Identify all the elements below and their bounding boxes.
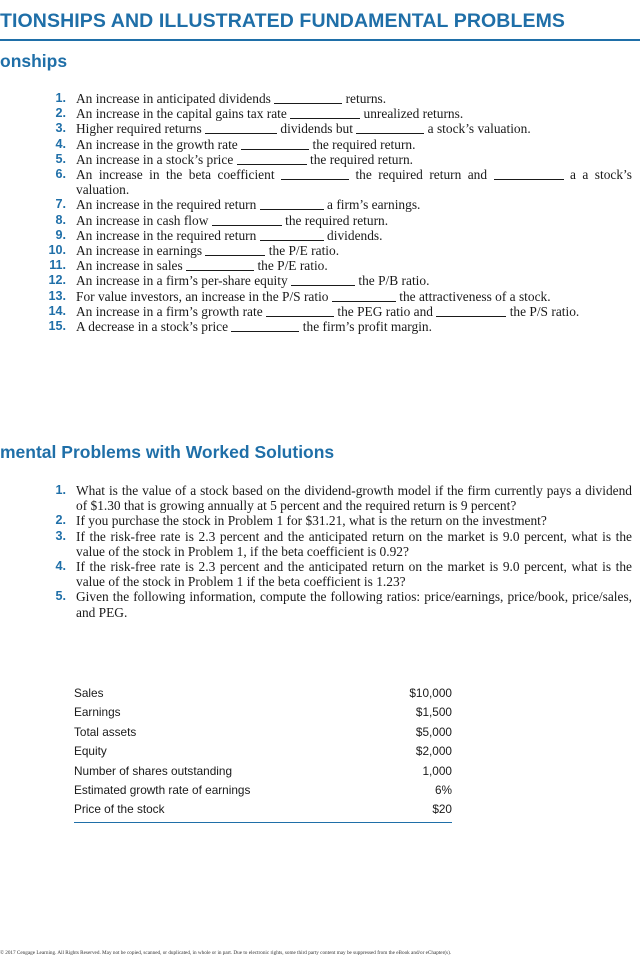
item-number: 10. <box>48 243 66 258</box>
relationship-item <box>40 152 632 167</box>
item-text: the attractiveness of a stock. <box>399 288 551 304</box>
row-label: Estimated growth rate of earnings <box>74 782 251 797</box>
table-row <box>74 703 452 722</box>
item-text: returns. <box>345 91 387 106</box>
row-label: Total assets <box>74 724 137 739</box>
answer-blank[interactable] <box>281 167 349 180</box>
row-value: $5,000 <box>415 724 452 739</box>
item-text: the P/E ratio. <box>268 243 340 259</box>
item-text: For value investors, an increase in the P/S ratio <box>76 288 329 304</box>
relationship-item <box>40 137 632 152</box>
item-text: the required return and <box>355 167 488 183</box>
relationship-item: 6. An increase in the beta coefficient the required return and a a stock’s valuation. <box>40 167 632 197</box>
item-text: An increase in the capital gains tax rate <box>76 106 287 122</box>
answer-blank[interactable] <box>356 121 424 134</box>
item-number: 5. <box>55 151 66 166</box>
item-number: 9. <box>55 227 66 242</box>
row-value: $1,500 <box>415 705 452 720</box>
table-row <box>74 742 452 761</box>
problem-item <box>40 483 632 513</box>
relationship-item <box>40 273 632 288</box>
item-text: the P/B ratio. <box>358 273 430 289</box>
item-number: 8. <box>55 212 66 227</box>
relationships-list <box>40 91 632 334</box>
row-label: Number of shares outstanding <box>74 763 233 778</box>
item-text: An increase in the growth rate <box>76 136 238 152</box>
relationship-item <box>40 319 632 334</box>
item-number: 15. <box>48 319 66 334</box>
relationship-item <box>40 106 632 121</box>
item-number: 12. <box>48 273 66 288</box>
item-text: the required return. <box>312 136 416 152</box>
item-text: An increase in a stock’s price <box>76 151 234 167</box>
relationship-item <box>40 91 632 106</box>
item-text: a stock’s valuation. <box>76 167 632 198</box>
table-row <box>74 684 452 703</box>
answer-blank[interactable] <box>212 213 282 226</box>
answer-blank[interactable] <box>231 319 299 332</box>
item-text: the PEG ratio and <box>337 303 433 319</box>
item-number: 7. <box>55 197 66 212</box>
item-text: the P/S ratio. <box>509 303 580 319</box>
row-value: 1,000 <box>422 763 452 778</box>
item-text: An increase in earnings <box>76 243 203 259</box>
row-value: $2,000 <box>415 744 452 759</box>
financial-data-table <box>74 684 452 823</box>
item-text: a stock’s valuation. <box>427 121 531 137</box>
item-text: the firm’s profit margin. <box>302 319 432 335</box>
table-bottom-rule <box>74 822 452 823</box>
problem-text: If the risk-free rate is 2.3 percent and the anticipated return on the market is 9.0 percent, what is the value of the stock in Problem 1, if the beta coefficient is 0.92? <box>76 528 632 559</box>
item-text: An increase in the beta coefficient <box>76 167 275 183</box>
item-text: An increase in cash flow <box>76 212 209 228</box>
item-text: unrealized returns. <box>363 106 464 122</box>
problem-item <box>40 589 632 619</box>
item-text: An increase in anticipated dividends <box>76 91 271 106</box>
relationship-item <box>40 197 632 212</box>
row-label: Sales <box>74 686 104 700</box>
item-text: dividends. <box>327 227 383 243</box>
relationship-item <box>40 258 632 273</box>
relationship-item <box>40 304 632 319</box>
page-header-title: TIONSHIPS AND ILLUSTRATED FUNDAMENTAL PROBLEMS <box>0 10 566 32</box>
problem-text: Given the following information, compute the following ratios: price/earnings, price/book, price/sales, and PEG. <box>76 589 632 620</box>
copyright-footer: © 2017 Cengage Learning. All Rights Reserved. May not be copied, scanned, or duplicated, in whole or in part. Due to electronic rights, some third party content may be suppressed from the eBook and/or eChapter(s). <box>0 950 452 956</box>
table-row <box>74 762 452 781</box>
item-number: 1. <box>55 91 66 105</box>
item-number: 3. <box>55 121 66 136</box>
table-row <box>74 723 452 742</box>
answer-blank[interactable] <box>266 304 334 317</box>
problem-item <box>40 559 632 589</box>
relationship-item <box>40 289 632 304</box>
answer-blank[interactable] <box>237 152 307 165</box>
item-number: 6. <box>55 167 66 182</box>
row-value: $10,000 <box>409 686 452 700</box>
answer-blank[interactable] <box>494 167 564 180</box>
problem-item <box>40 529 632 559</box>
item-number: 13. <box>48 288 66 303</box>
answer-blank[interactable] <box>241 137 309 150</box>
item-number: 2. <box>55 106 66 121</box>
header-rule <box>0 39 640 41</box>
item-text: An increase in the required return <box>76 197 257 213</box>
problem-text: If you purchase the stock in Problem 1 for $31.21, what is the return on the investment? <box>76 513 547 529</box>
problem-number: 2. <box>55 513 66 528</box>
item-text: the required return. <box>285 212 389 228</box>
section-title-fundamental-problems: mental Problems with Worked Solutions <box>0 442 335 462</box>
answer-blank[interactable] <box>274 91 342 104</box>
problem-number: 3. <box>55 528 66 543</box>
item-text: a firm’s earnings. <box>327 197 421 213</box>
answer-blank[interactable] <box>291 273 355 286</box>
item-text: An increase in a firm’s per-share equity <box>76 273 288 289</box>
problem-number: 4. <box>55 559 66 574</box>
item-number: 11. <box>49 258 66 273</box>
table-row <box>74 800 452 819</box>
item-text: A decrease in a stock’s price <box>76 319 229 335</box>
answer-blank[interactable] <box>260 228 324 241</box>
answer-blank[interactable] <box>186 258 254 271</box>
relationship-item <box>40 121 632 136</box>
item-text: the required return. <box>310 151 413 167</box>
item-text: the P/E ratio. <box>257 258 328 274</box>
answer-blank[interactable] <box>332 289 396 302</box>
row-value: $20 <box>432 802 452 817</box>
problem-number: 1. <box>55 483 66 497</box>
relationship-item <box>40 213 632 228</box>
problem-text: If the risk-free rate is 2.3 percent and the anticipated return on the market is 9.0 percent, what is the value of the stock in Problem 1 if the beta coefficient is 1.23? <box>76 559 632 590</box>
item-text: Higher required returns <box>76 121 202 137</box>
row-label: Price of the stock <box>74 802 165 817</box>
problem-item <box>40 513 632 528</box>
item-number: 14. <box>48 303 66 318</box>
section-title-relationships: onships <box>0 51 68 71</box>
problem-text: What is the value of a stock based on the dividend-growth model if the firm currently pays a dividend of $1.30 that is growing annually at 5 percent and the required return is 9 percent? <box>76 483 632 514</box>
answer-blank[interactable] <box>205 243 265 256</box>
problems-list <box>40 483 632 620</box>
item-text: An increase in the required return <box>76 227 257 243</box>
answer-blank[interactable] <box>260 197 324 210</box>
relationship-item <box>40 228 632 243</box>
item-text: An increase in a firm’s growth rate <box>76 303 263 319</box>
table-row <box>74 781 452 800</box>
item-text: dividends but <box>280 121 353 137</box>
answer-blank[interactable] <box>290 106 360 119</box>
row-value: 6% <box>434 782 452 797</box>
item-number: 4. <box>55 136 66 151</box>
relationship-item <box>40 243 632 258</box>
answer-blank[interactable] <box>436 304 506 317</box>
row-label: Earnings <box>74 705 121 720</box>
problem-number: 5. <box>55 589 66 604</box>
row-label: Equity <box>74 744 107 759</box>
answer-blank[interactable] <box>205 121 277 134</box>
item-text: An increase in sales <box>76 258 183 274</box>
